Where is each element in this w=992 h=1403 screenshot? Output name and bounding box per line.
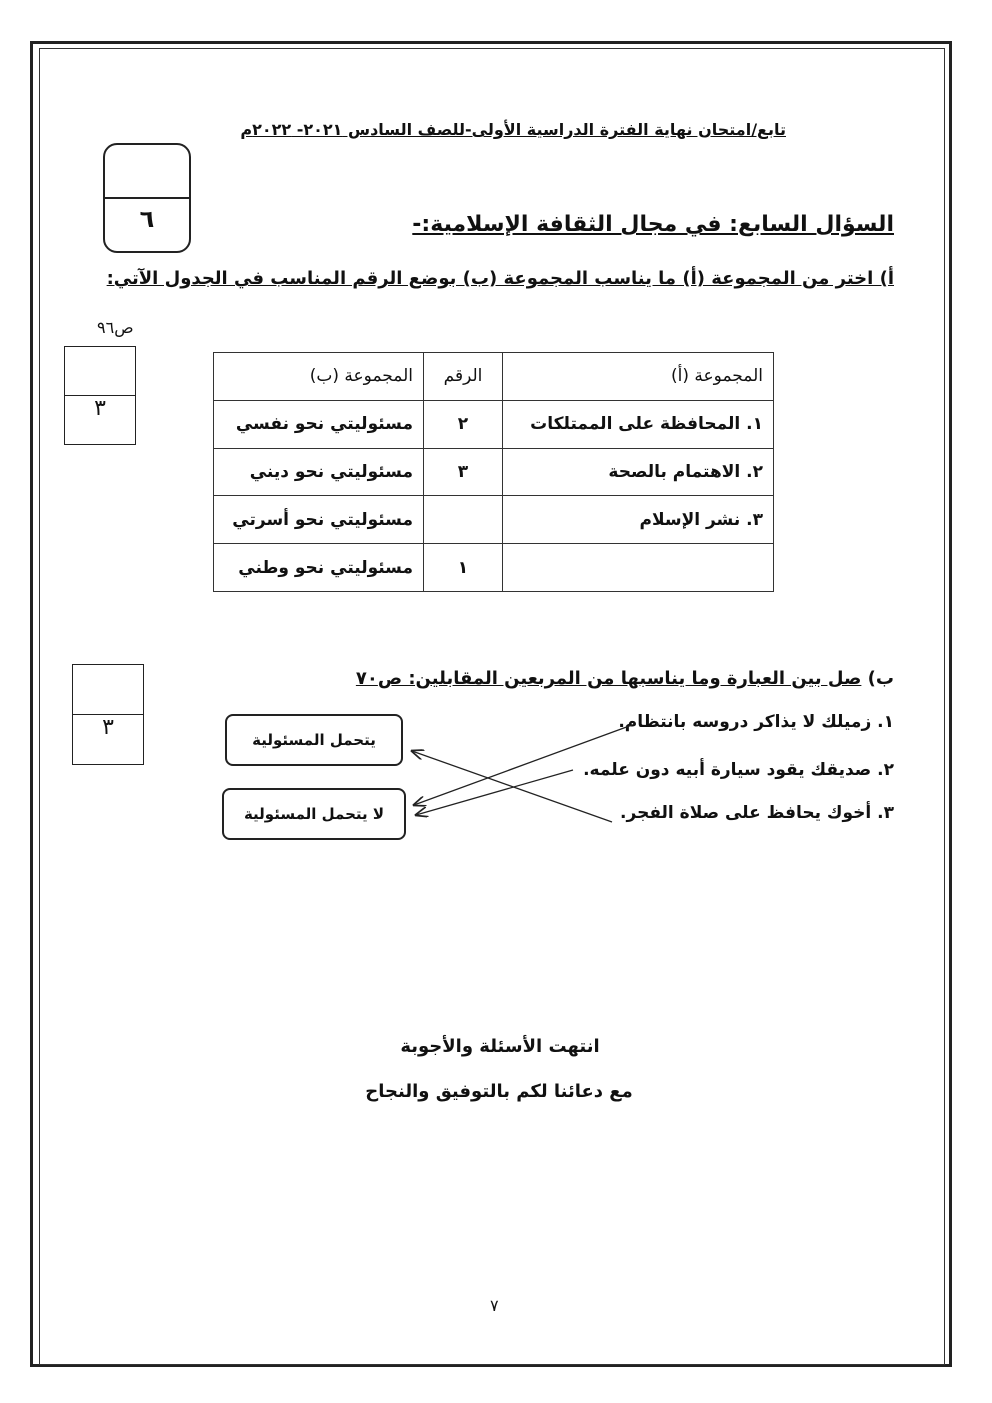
part-b-instruction: صل بين العبارة وما يناسبها من المربعين المقابلين: ص٧٠: [355, 668, 862, 689]
part-a-instruction: أ) اختر من المجموعة (أ) ما يناسب المجموعة (ب) بوضع الرقم المناسب في الجدول الآتي:: [106, 268, 894, 289]
header-number: الرقم: [424, 353, 503, 401]
cell-number[interactable]: ٢: [424, 400, 503, 448]
question-title: السؤال السابع: في مجال الثقافة الإسلامية:-: [412, 212, 894, 237]
arrow-1: [414, 725, 632, 805]
part-b-score-value: ٣: [102, 715, 114, 740]
part-a-score-value: ٣: [94, 396, 106, 421]
page-number: ٧: [490, 1296, 499, 1315]
arrow-2: [416, 770, 573, 815]
section-score-value: ٦: [139, 205, 155, 233]
cell-number[interactable]: ١: [424, 544, 503, 592]
cell-group-a: ٣. نشر الإسلام: [503, 496, 774, 544]
arrow-3: [412, 751, 612, 822]
statement-2: ٢. صديقك يقود سيارة أبيه دون علمه.: [583, 760, 894, 780]
cell-group-a: ١. المحافظة على الممتلكات: [503, 400, 774, 448]
closing-line-2: مع دعائنا لكم بالتوفيق والنجاح: [365, 1081, 633, 1102]
option-no-responsibility[interactable]: لا يتحمل المسئولية: [222, 788, 406, 840]
exam-header: تابع/امتحان نهاية الفترة الدراسية الأولى-للصف السادس ٢٠٢١- ٢٠٢٢م: [240, 120, 786, 139]
closing-line-1: انتهت الأسئلة والأجوبة: [400, 1036, 600, 1057]
cell-group-b: مسئوليتي نحو وطني: [214, 544, 424, 592]
cell-number[interactable]: ٣: [424, 448, 503, 496]
statement-3: ٣. أخوك يحافظ على صلاة الفجر.: [620, 803, 894, 823]
header-group-b: المجموعة (ب): [214, 353, 424, 401]
cell-group-b: مسئوليتي نحو ديني: [214, 448, 424, 496]
cell-group-a: ٢. الاهتمام بالصحة: [503, 448, 774, 496]
cell-group-b: مسئوليتي نحو نفسي: [214, 400, 424, 448]
option-takes-responsibility[interactable]: يتحمل المسئولية: [225, 714, 403, 766]
header-group-a: المجموعة (أ): [503, 353, 774, 401]
statement-1: ١. زميلك لا يذاكر دروسه بانتظام.: [618, 712, 894, 732]
part-a-page-ref: ص٩٦: [97, 318, 134, 337]
cell-group-b: مسئوليتي نحو أسرتي: [214, 496, 424, 544]
part-b-label: ب): [867, 668, 894, 689]
